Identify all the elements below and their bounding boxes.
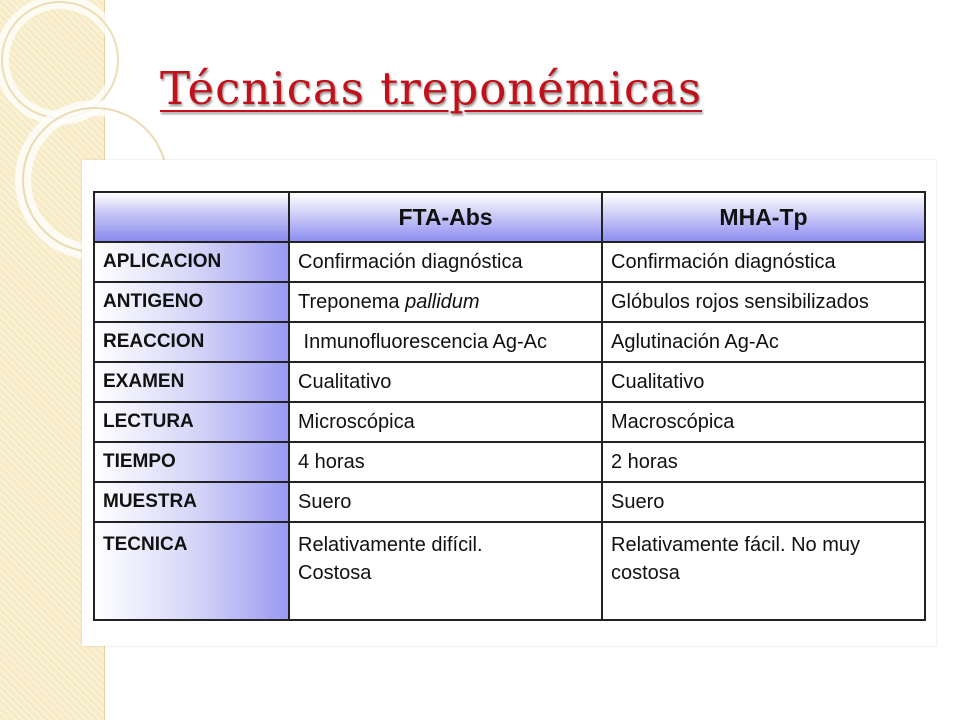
row-label: APLICACION xyxy=(94,242,289,282)
cell-fta xyxy=(289,282,602,322)
row-label: ANTIGENO xyxy=(94,282,289,322)
row-label: MUESTRA xyxy=(94,482,289,522)
cell-mha-line: Relativamente fácil. No muy xyxy=(611,534,860,556)
cell-mha-line: costosa xyxy=(611,562,680,584)
cell-fta: 4 horas xyxy=(289,442,602,482)
cell-fta: Microscópica xyxy=(289,402,602,442)
cell-mha: Suero xyxy=(602,482,925,522)
cell-fta: Inmunofluorescencia Ag-Ac xyxy=(289,322,602,362)
comparison-table xyxy=(93,191,926,621)
cell-mha: Aglutinación Ag-Ac xyxy=(602,322,925,362)
row-label: TECNICA xyxy=(94,522,289,620)
cell-fta-line: Costosa xyxy=(298,562,372,584)
cell-mha xyxy=(602,522,925,620)
cell-mha: Macroscópica xyxy=(602,402,925,442)
header-corner-cell xyxy=(94,192,289,242)
table-row xyxy=(94,322,925,362)
table-row xyxy=(94,442,925,482)
table-row xyxy=(94,242,925,282)
cell-mha: Cualitativo xyxy=(602,362,925,402)
row-label: LECTURA xyxy=(94,402,289,442)
cell-mha: 2 horas xyxy=(602,442,925,482)
slide-title: Técnicas treponémicas xyxy=(160,62,703,115)
row-label: EXAMEN xyxy=(94,362,289,402)
cell-fta-species: pallidum xyxy=(405,290,480,313)
cell-fta-genus: Treponema xyxy=(298,290,406,313)
cell-mha: Confirmación diagnóstica xyxy=(602,242,925,282)
cell-mha: Glóbulos rojos sensibilizados xyxy=(602,282,925,322)
table-row xyxy=(94,362,925,402)
cell-fta: Cualitativo xyxy=(289,362,602,402)
comparison-table-card xyxy=(82,160,936,646)
table-row xyxy=(94,482,925,522)
table-row xyxy=(94,282,925,322)
row-label: TIEMPO xyxy=(94,442,289,482)
row-label: REACCION xyxy=(94,322,289,362)
cell-fta-line: Relativamente difícil. xyxy=(298,534,483,556)
header-mha-tp: MHA-Tp xyxy=(602,192,925,242)
cell-fta xyxy=(289,522,602,620)
table-row xyxy=(94,522,925,620)
cell-fta: Suero xyxy=(289,482,602,522)
cell-fta: Confirmación diagnóstica xyxy=(289,242,602,282)
table-header-row xyxy=(94,192,925,242)
table-row xyxy=(94,402,925,442)
header-fta-abs: FTA-Abs xyxy=(289,192,602,242)
